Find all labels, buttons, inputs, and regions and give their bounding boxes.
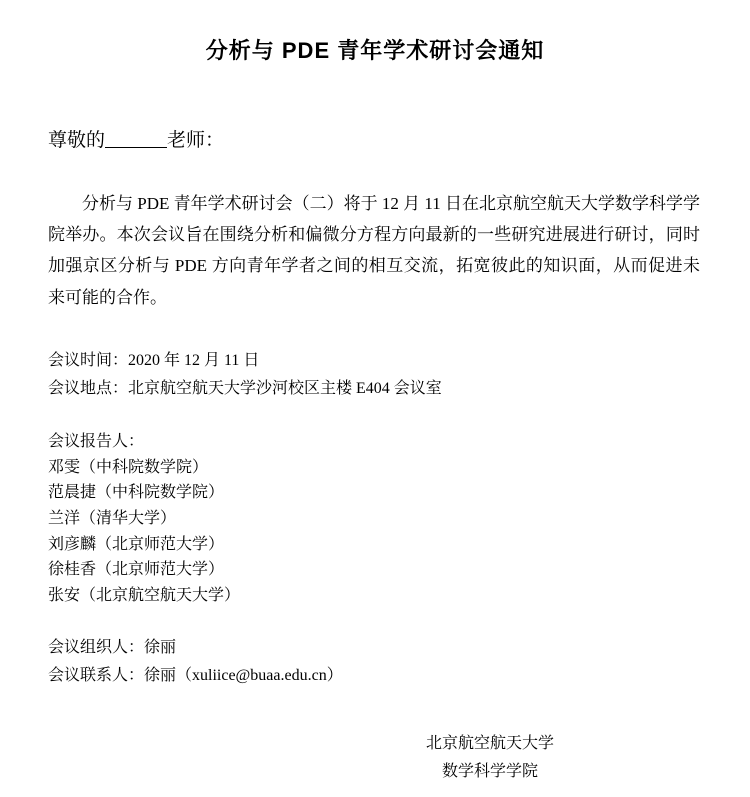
- salutation-suffix: 老师：: [167, 130, 225, 151]
- meeting-info: [40, 347, 710, 403]
- meeting-time-label: 会议时间：: [48, 352, 129, 370]
- meeting-place-value: 北京航空航天大学沙河校区主楼 E404 会议室: [128, 380, 442, 398]
- speakers-section: [40, 429, 710, 608]
- contact-section: [40, 634, 710, 690]
- speakers-heading: 会议报告人：: [48, 433, 145, 451]
- salutation-blank: [105, 147, 167, 148]
- signature-block: [40, 730, 710, 784]
- salutation-prefix: 尊敬的: [48, 130, 106, 151]
- speaker-item: 兰洋（清华大学）: [48, 510, 177, 528]
- organizer-line: [48, 634, 710, 662]
- document-page: [0, 34, 750, 797]
- contact-person-line: [48, 662, 710, 690]
- speaker-item: 邓雯（中科院数学院）: [48, 458, 209, 476]
- organizer-label: 会议组织人：: [48, 639, 145, 657]
- page-title: 分析与 PDE 青年学术研讨会通知: [205, 38, 545, 63]
- body-paragraph: 分析与 PDE 青年学术研讨会（二）将于 12 月 11 日在北京航空航天大学数学科学学院举办。本次会议旨在围绕分析和偏微分方程方向最新的一些研究进展进行研讨，同时加强京区分析与 PDE 方向青年学者之间的相互交流，拓宽彼此的知识面，从而促进未来可能的合作。: [48, 193, 700, 307]
- signature-organization: 北京航空航天大学: [425, 735, 554, 753]
- speaker-item: 徐桂香（北京师范大学）: [48, 561, 225, 579]
- speaker-item: 张安（北京航空航天大学）: [48, 586, 241, 604]
- organizer-value: 徐丽: [144, 639, 177, 657]
- contact-person-value: 徐丽（xuliice@buaa.edu.cn）: [144, 667, 343, 685]
- meeting-time-line: [48, 347, 710, 375]
- contact-person-label: 会议联系人：: [48, 667, 145, 685]
- salutation: [40, 127, 710, 156]
- meeting-place-label: 会议地点：: [48, 380, 129, 398]
- speaker-item: 范晨捷（中科院数学院）: [48, 484, 225, 502]
- meeting-place-line: [48, 375, 710, 403]
- signature-department: 数学科学学院: [441, 762, 538, 780]
- speaker-item: 刘彦麟（北京师范大学）: [48, 535, 225, 553]
- meeting-time-value: 2020 年 12 月 11 日: [128, 352, 260, 370]
